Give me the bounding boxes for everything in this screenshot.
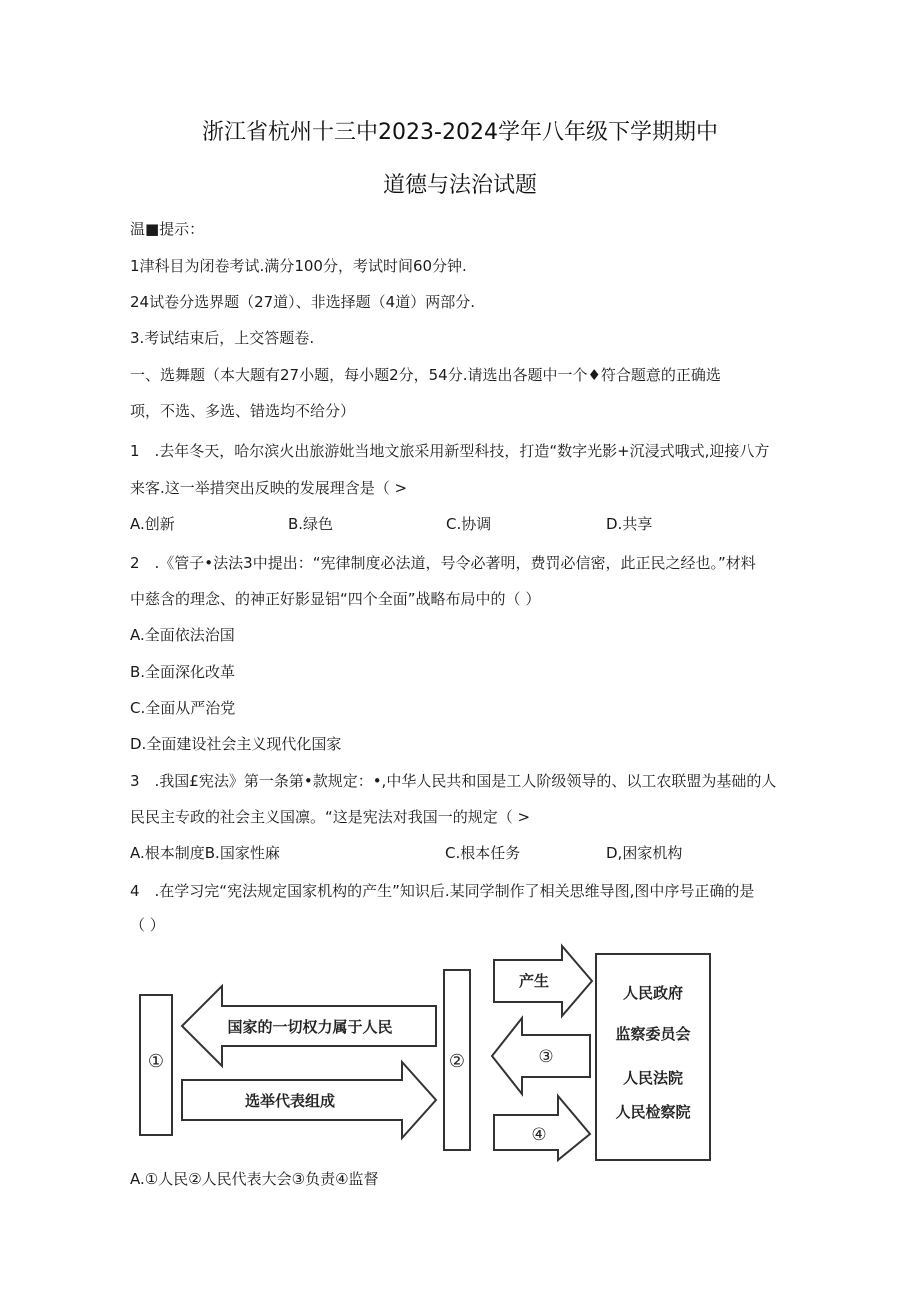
q1-option-c: C.协调 — [446, 515, 492, 533]
q2-option-b: B.全面深化改革 — [130, 663, 236, 681]
question-4-stem: 4 .在学习完“宪法规定国家机构的产生”知识后.某同学制作了相关思维导图,图中序号正确的是 — [130, 882, 755, 900]
arrow-produce-label: 产生 — [518, 972, 550, 990]
organ-label: 人民检察院 — [615, 1103, 691, 1121]
notice-item: 3.考试结束后，上交答题卷. — [130, 329, 315, 347]
q3-option-ab: A.根本制度B.国家性麻 — [130, 844, 280, 862]
arrow-3-label: ③ — [538, 1047, 554, 1067]
section-heading-cont: 项，不选、多选、错选均不给分） — [130, 402, 356, 420]
question-2-stem-cont: 中慈含的理念、的神正好影显铝“四个全面”战略布局中的（ ） — [130, 590, 541, 608]
notice-heading: 温■提示： — [130, 220, 205, 238]
mind-map-diagram — [130, 940, 720, 1170]
q2-option-d: D.全面建设社会主义现代化国家 — [130, 735, 342, 753]
arrow-top-label: 国家的一切权力属于人民 — [227, 1018, 393, 1036]
title-line-2: 道德与法治试题 — [382, 173, 537, 198]
notice-item: 24试卷分选界题（27道）、非选择题（4道）两部分. — [130, 293, 475, 311]
arrow-4-label: ④ — [531, 1125, 547, 1145]
q2-option-a: A.全面依法治国 — [130, 626, 235, 644]
q4-option-a: A.①人民②人民代表大会③负责④监督 — [130, 1170, 379, 1188]
box-2-label: ② — [448, 1051, 466, 1072]
question-2-stem: 2 .《管子•法法3中提出：“宪律制度必法道，号令必著明，费罚必信密，此正民之经也。”材料 — [130, 554, 756, 572]
box-1-label: ① — [147, 1051, 165, 1072]
notice-item: 1津科目为闭卷考试.满分100分，考试时间60分钟. — [130, 257, 467, 275]
question-1-stem: 1 .去年冬天，哈尔滨火出旅游妣当地文旅采用新型科技，打造“数字光影+沉浸式哦式,迎接八方 — [130, 442, 770, 460]
title-line-1: 浙江省杭州十三中2023-2024学年八年级下学期期中 — [202, 120, 718, 145]
q3-option-c: C.根本任务 — [445, 844, 521, 862]
question-3-stem: 3 .我国£宪法》第一条第•款规定：•,中华人民共和国是工人阶级领导的、以工农联盟为基础的人 — [130, 772, 777, 790]
q3-option-d: D,困家机构 — [606, 844, 683, 862]
q2-option-c: C.全面从严治党 — [130, 699, 236, 717]
organ-label: 人民法院 — [622, 1069, 684, 1087]
organ-label: 监察委员会 — [615, 1025, 691, 1043]
arrow-bottom-label: 选举代表组成 — [244, 1092, 336, 1110]
question-1-stem-cont: 来客.这一举措突出反映的发展理含是（ > — [130, 479, 408, 497]
section-heading: 一、选舞题（本大题有27小题，每小题2分，54分.请选出各题中一个♦符合题意的正确选 — [130, 366, 721, 384]
question-3-stem-cont: 民民主专政的社会主义国凛。“这是宪法对我国一的规定（ > — [130, 808, 531, 826]
q1-option-a: A.创新 — [130, 515, 175, 533]
organ-label: 人民政府 — [622, 984, 684, 1002]
question-4-stem-cont: （ ） — [130, 916, 165, 934]
q1-option-b: B.绿色 — [288, 515, 334, 533]
q1-option-d: D.共享 — [606, 515, 653, 533]
